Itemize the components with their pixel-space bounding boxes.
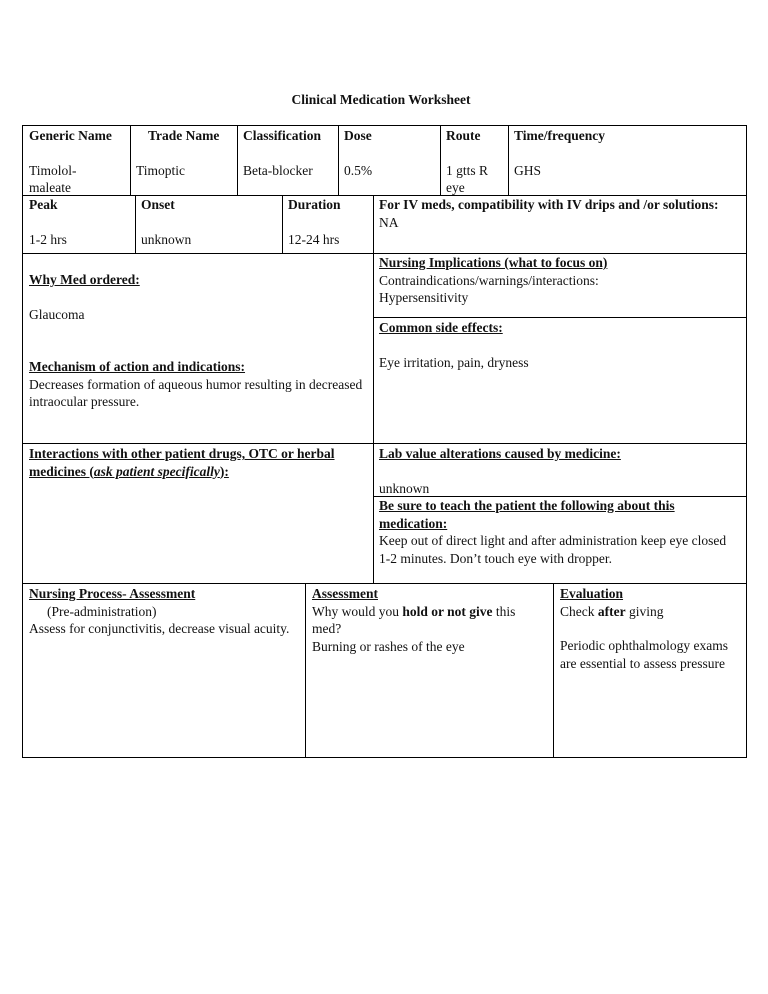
iv-compatibility-label: For IV meds, compatibility with IV drips and /or solutions:: [379, 197, 719, 212]
mechanism-label: Mechanism of action and indications:: [29, 359, 246, 374]
side-effects-cell: [373, 319, 746, 371]
dose-value: 0.5%: [344, 162, 373, 178]
evaluation-label: Evaluation: [560, 586, 624, 601]
trade-name-label: Trade Name: [148, 128, 220, 143]
worksheet-table: [22, 125, 747, 584]
time-frequency-cell: [508, 126, 746, 179]
hold-assessment-value: Burning or rashes of the eye: [312, 638, 465, 654]
interactions-label: [29, 445, 367, 480]
patient-teaching-value: Keep out of direct light and after administration keep eye closed 1-2 minutes. Don’t touch eye with dropper.: [379, 533, 727, 566]
evaluation-question-part: Check: [560, 603, 598, 619]
duration-label: Duration: [288, 197, 341, 212]
trade-name-value: Timoptic: [136, 162, 186, 178]
nursing-process-cell: [23, 585, 305, 638]
patient-teaching-label: Be sure to teach the patient the following about this medication:: [379, 498, 675, 531]
interactions-label-end: ):: [219, 463, 229, 479]
interactions-label-emphasis: ask patient specifically: [93, 463, 220, 479]
hold-question-part: Why would you: [312, 603, 403, 619]
classification-value: Beta-blocker: [243, 162, 313, 178]
evaluation-cell: [554, 585, 746, 672]
dose-label: Dose: [344, 128, 372, 143]
hold-assessment-label: Assessment: [312, 586, 378, 601]
pre-administration-label: (Pre-administration): [47, 603, 157, 619]
iv-compatibility-cell: [373, 196, 746, 231]
classification-cell: [237, 126, 338, 179]
onset-value: unknown: [141, 231, 192, 247]
evaluation-question-emphasis: after: [597, 603, 626, 619]
hold-assessment-question: [312, 603, 547, 638]
interactions-cell: [23, 445, 373, 480]
lab-values-label: Lab value alterations caused by medicine:: [379, 446, 621, 461]
nursing-implications-cell: [373, 254, 746, 307]
peak-cell: [23, 196, 135, 248]
iv-compatibility-value: NA: [379, 214, 399, 230]
onset-label: Onset: [141, 197, 175, 212]
lab-values-cell: [373, 445, 746, 497]
patient-teaching-cell: [373, 497, 746, 567]
generic-name-value: Timolol-maleate: [29, 162, 77, 195]
side-effects-value: Eye irritation, pain, dryness: [379, 354, 529, 370]
classification-label: Classification: [243, 128, 322, 143]
contraindications-value: Hypersensitivity: [379, 290, 469, 305]
why-med-ordered-cell: [23, 254, 373, 411]
assessment-table: [22, 583, 747, 758]
generic-name-label: Generic Name: [29, 128, 112, 143]
hold-assessment-cell: [306, 585, 553, 655]
side-effects-label: Common side effects:: [379, 320, 503, 335]
time-frequency-label: Time/frequency: [514, 128, 605, 143]
interactions-label-part: Interactions with other patient drugs, OTC or herbal medicines (: [29, 446, 335, 479]
trade-name-cell: [130, 126, 237, 179]
hold-question-end: this med?: [312, 603, 516, 636]
contraindications-label: Contraindications/warnings/interactions:: [379, 272, 599, 288]
evaluation-question: [560, 603, 740, 621]
why-med-ordered-label: Why Med ordered:: [29, 272, 140, 287]
generic-name-cell: [23, 126, 130, 197]
evaluation-question-end: giving: [625, 603, 664, 619]
why-med-ordered-value: Glaucoma: [29, 306, 85, 322]
route-value: 1 gtts R eye: [446, 162, 489, 195]
onset-cell: [135, 196, 282, 248]
peak-label: Peak: [29, 197, 58, 212]
mechanism-value: Decreases formation of aqueous humor resulting in decreased intraocular pressure.: [29, 376, 363, 409]
duration-value: 12-24 hrs: [288, 231, 340, 247]
nursing-process-value: Assess for conjunctivitis, decrease visual acuity.: [29, 621, 290, 636]
nursing-implications-label: Nursing Implications (what to focus on): [379, 255, 608, 270]
worksheet-title: Clinical Medication Worksheet: [291, 92, 471, 107]
route-cell: [440, 126, 508, 197]
time-frequency-value: GHS: [514, 162, 542, 178]
route-label: Route: [446, 128, 481, 143]
dose-cell: [338, 126, 440, 179]
nursing-process-label: Nursing Process- Assessment: [29, 586, 196, 601]
duration-cell: [282, 196, 373, 248]
peak-value: 1-2 hrs: [29, 231, 67, 247]
evaluation-value: Periodic ophthalmology exams are essential to assess pressure: [560, 638, 728, 671]
hold-question-emphasis: hold or not give: [402, 603, 493, 619]
lab-values-value: unknown: [379, 480, 430, 496]
